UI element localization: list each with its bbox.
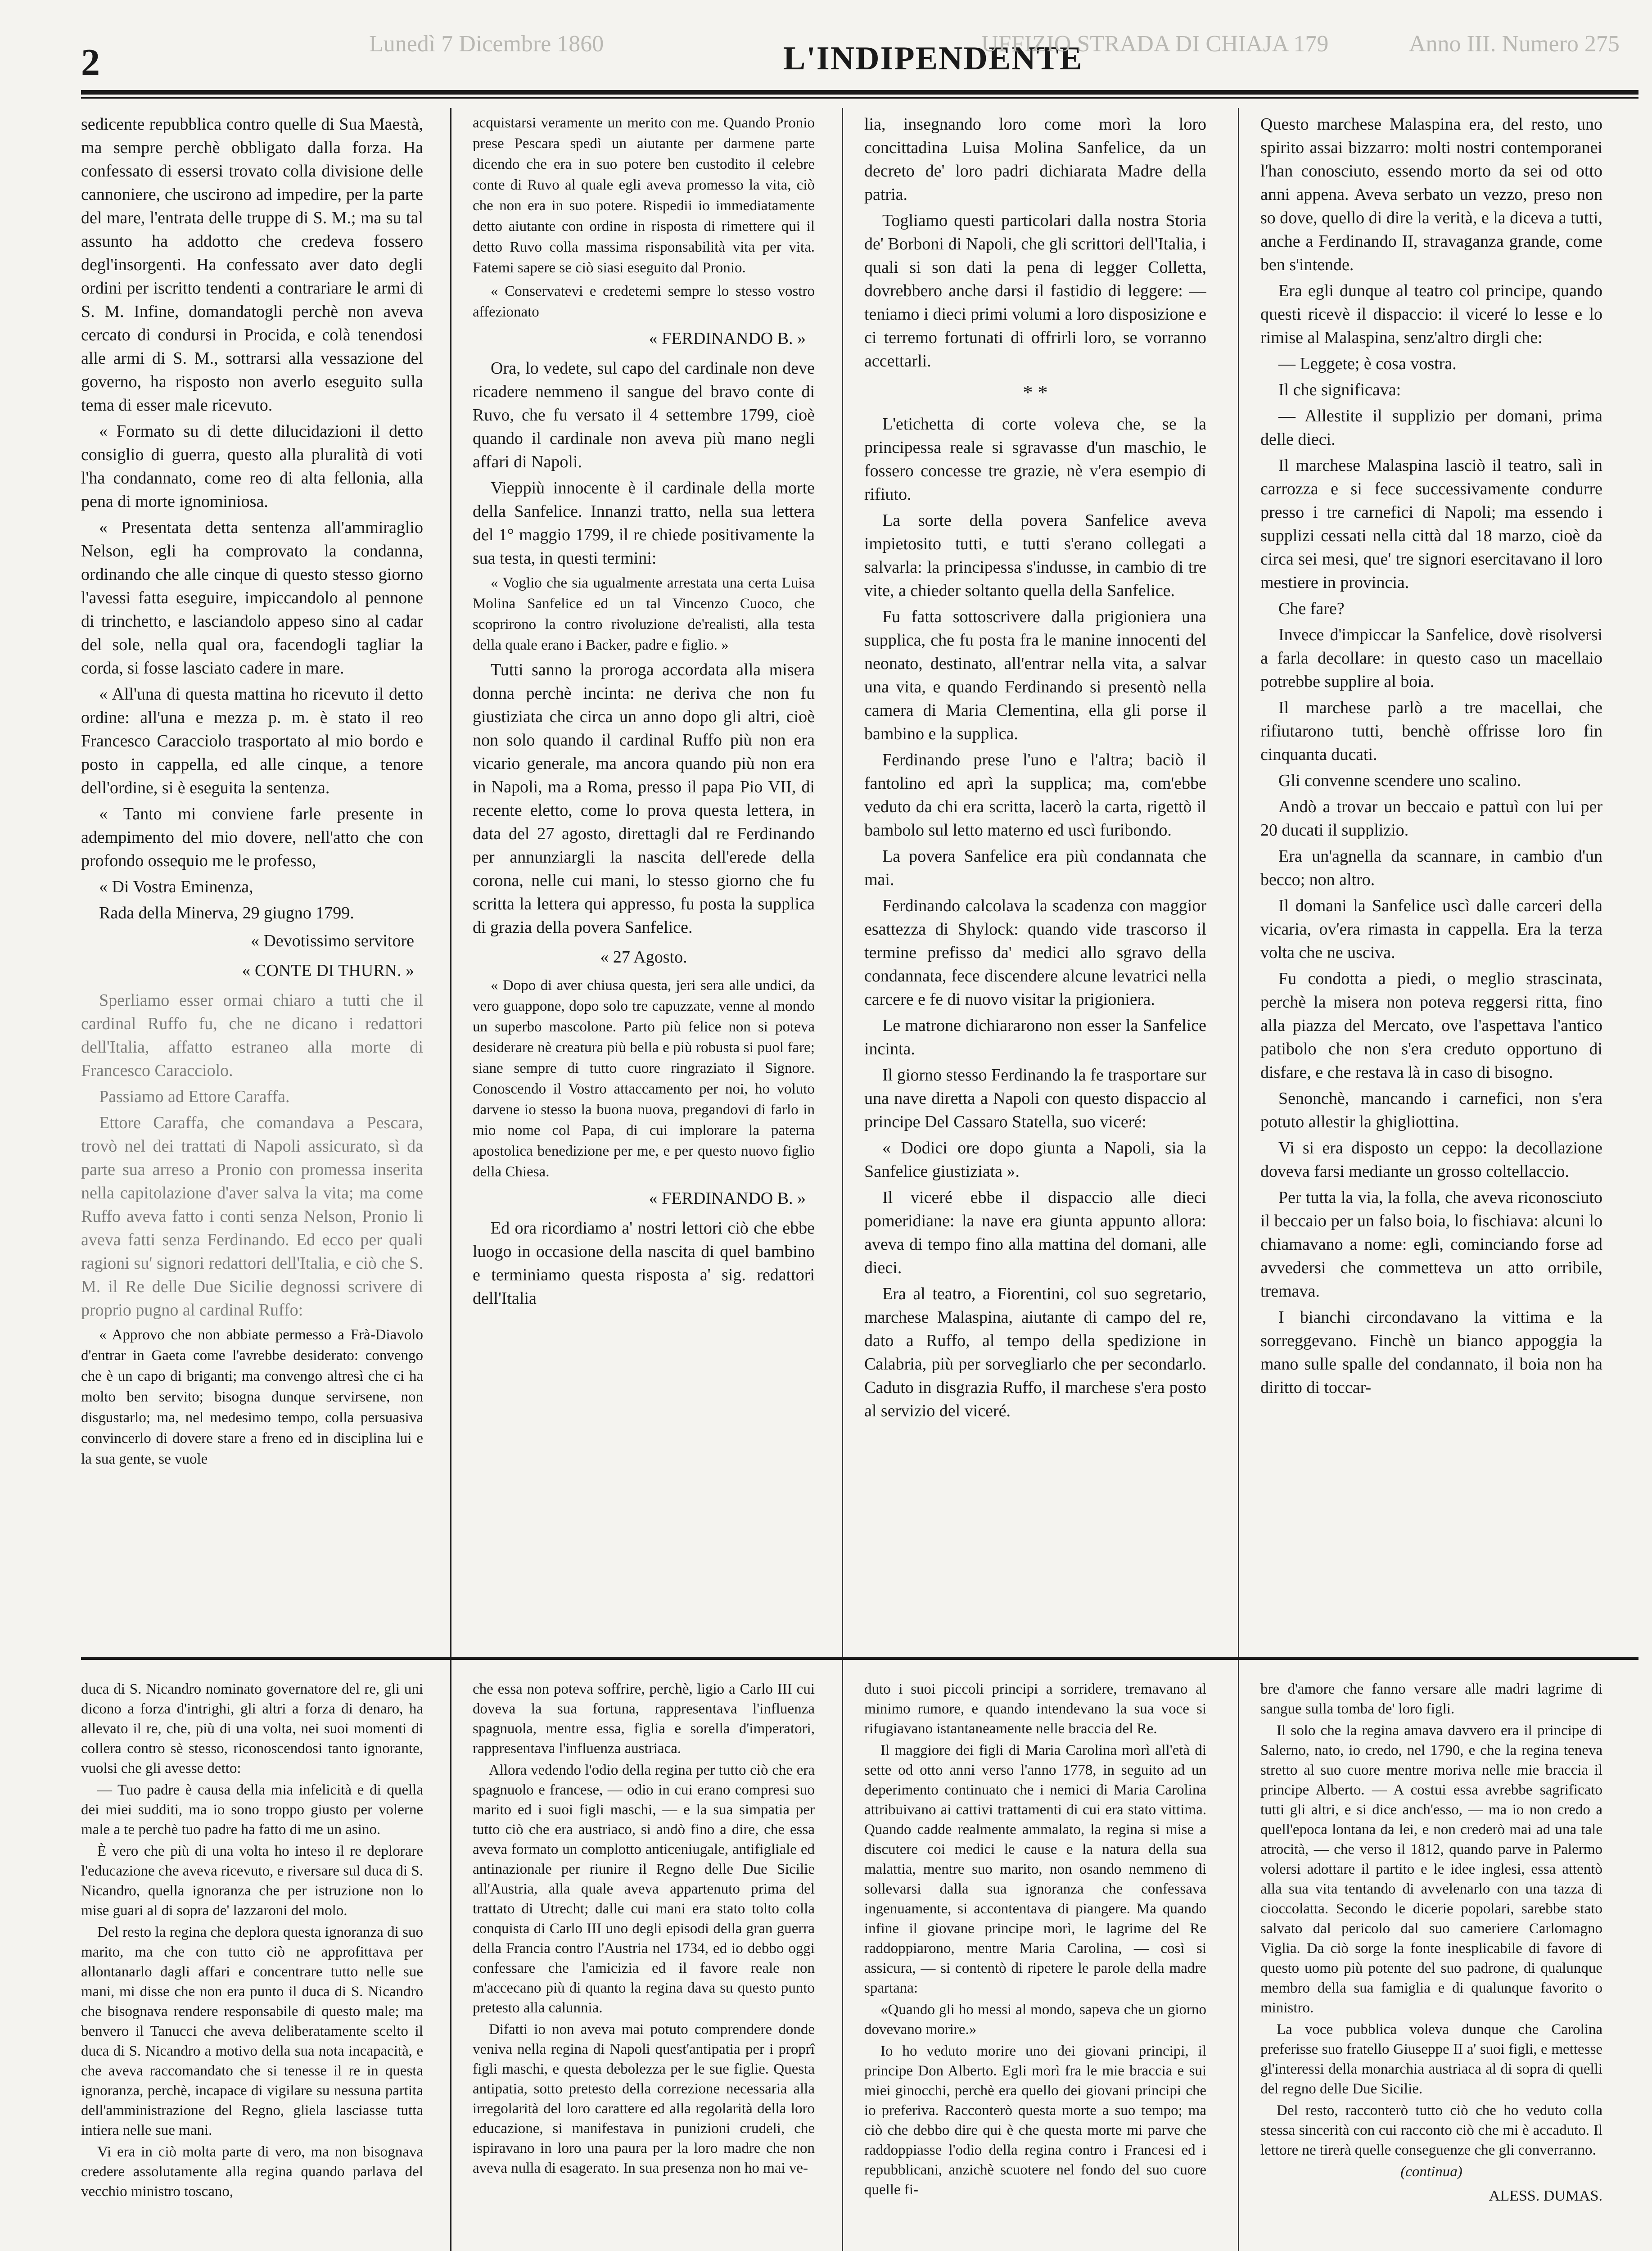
paragraph: Del resto la regina che deplora questa ignoranza di suo marito, ma che con tutto ciò ne approfittava per allontanarlo dagli affari e concentrare tutto nelle sue mani, mi disse che non era punto il duca di S. Nicandro che bisognava rendere responsabile di questo male; ma benvero il Tanucci che aveva deliberatamente scelto il duca di S. Nicandro a motivo della sua nota incapacità, e che aveva raccomandato che si tenesse il re in questa ignoranza, perchè, incapace di vigilare su nessuna partita dell'amministrazione del Regno, gliela lasciasse tutta intiera nelle sue mani. (81, 1924, 423, 2138)
paragraph: Ora, lo vedete, sul capo del cardinale non deve ricadere nemmeno il sangue del bravo conte di Ruvo, che fu versato il 4 settembre 1799, cioè quando il cardinale non aveva più mano negli affari di Napoli. (473, 359, 815, 471)
paragraph: Ettore Caraffa, che comandava a Pescara, trovò nel dei trattati di Napoli assicurato, sì da parte sua arreso a Pronio con promessa inserita nella capitolazione d'aver salva la vita; ma come Ruffo aveva fatto i conti senza Nelson, Pronio li aveva fatti senza Ferdinando. Ed ecco per quali ragioni su' signori redattori dell'Italia, e ciò che S. M. il Re delle Due Sicilie degnossi scrivere di proprio pugno al cardinal Ruffo: (81, 1113, 423, 1320)
paragraph: Era egli dunque al teatro col principe, quando questi ricevè il dispaccio: il viceré lo lesse e lo rimise al Malaspina, senz'altro dirgli che: (1260, 281, 1602, 347)
paragraph: Il solo che la regina amava davvero era il principe di Salerno, nato, io credo, nel 1790, e che la regina teneva stretto al suo cuore mentre moriva nelle mie braccia il principe Alberto. — A costui essa avrebbe sagrificato tutti gli altri, e si dice anch'esso, — ma io non credo a quell'epoca lontana da lei, e non crederò mai ad una tale atrocità, — che verso il 1812, quando parve in Palermo volersi adottare il partito e le idee inglesi, essa attentò alla sua vita tentando di avvelenarlo con una tazza di cioccolatta. Secondo le dicerie popolari, sarebbe stato salvato dal pericolo dal suo cameriere Carlomagno Viglia. Da ciò sorge la fonte inesplicabile di favore di questo uomo più potente del suo padrone, di qualunque membro della sua famiglia e di qualunque favorito o ministro. (1260, 1722, 1602, 2016)
paragraph: Sperliamo esser ormai chiaro a tutti che il cardinal Ruffo fu, che ne dicano i redattori dell'Italia, affatto estraneo alla morte di Francesco Caracciolo. (81, 991, 423, 1080)
feuilleton-column-1 (81, 1679, 423, 2251)
paragraph: Che fare? (1278, 599, 1345, 618)
paragraph: lia, insegnando loro come morì la loro concittadina Luisa Molina Sanfelice, da un decreto de' loro padri dichiarata Madre della patria. (864, 115, 1206, 204)
paragraph: Il maggiore dei figli di Maria Carolina morì all'età di sette od otto anni verso l'anno 1778, in seguito ad un deperimento continuato che i nemici di Maria Carolina attribuivano ai cattivi trattamenti di cui era stato vittima. Quando cadde realmente ammalato, la regina si mise a discutere coi medici le cause e la natura della sua malattia, mentre suo marito, non osando nemmeno di sollevarsi dalla sua ignoranza che confessava ingenuamente, si accontentava di piangere. Ma quando infine il giovane principe morì, le lagrime del Re raddoppiarono, mentre Maria Carolina, — così si assicura, — si contentò di ripetere le parole della madre spartana: (864, 1742, 1206, 1996)
author-signature: ALESS. DUMAS. (1489, 2188, 1602, 2204)
paragraph: L'etichetta di corte voleva che, se la principessa reale si sgravasse d'un maschio, le fossero concesse tre grazie, nè v'era esempio di rifiuto. (864, 415, 1206, 504)
paragraph: Vi si era disposto un ceppo: la decollazione doveva farsi mediante un grosso coltellaccio. (1260, 1139, 1602, 1181)
paragraph: Fu fatta sottoscrivere dalla prigioniera una supplica, che fu posta fra le manine innocenti del neonato, destinato, all'entrar nella vita, a salvar una vita, e quando Ferdinando si presentò nella camera di Maria Clementina, ella gli porse il bambino e la supplica. (864, 607, 1206, 743)
paragraph: Gli convenne scendere uno scalino. (1278, 771, 1521, 790)
dateline: « 27 Agosto. (600, 948, 687, 967)
paragraph: « Presentata detta sentenza all'ammiraglio Nelson, egli ha comprovato la condanna, ordinando che alle cinque di questo stesso giorno l'avessi fatta eseguire, impiccandolo al pennone di trinchetto, e lasciandolo appeso sino al cadar del sole, nella qual ora, facendogli tagliar la corda, si fosse lasciato cadere in mare. (81, 518, 423, 678)
paragraph: — Tuo padre è causa della mia infelicità e di quella dei miei sudditi, ma io sono troppo giusto per volerne male a te perchè tuo padre ha fatto di me un asino. (81, 1782, 423, 1838)
paragraph: Fu condotta a piedi, o meglio strascinata, perchè la misera non poteva reggersi ritta, fino alla piazza del Mercato, ove l'aspettava l'antico patibolo che non s'era creduto opportuno di disfare, e che restava là in caso di bisogno. (1260, 969, 1602, 1082)
paragraph: « Di Vostra Eminenza, (99, 877, 253, 896)
paragraph: Tutti sanno la proroga accordata alla misera donna perchè incinta: ne deriva che non fu giustiziata che circa un anno dopo gli altri, cioè non solo quando il cardinal Ruffo più non era vicario generale, ma ancora quando più non era in Napoli, ma a Roma, presso il papa Pio VII, di recente eletto, come lo prova questa lettera, in data del 27 agosto, direttagli dal re Ferdinando per annunziargli la nascita dell'erede della corona, nelle cui mani, lo stesso giorno che fu scritta la lettera qui appresso, fu posta la supplica di grazia della povera Sanfelice. (473, 660, 815, 937)
paragraph: Era al teatro, a Fiorentini, col suo segretario, marchese Malaspina, aiutante di campo del re, dato a Ruffo, al tempo della spedizione in Calabria, più per sorvegliarlo che per secondarlo. Caduto in disgrazia Ruffo, il marchese s'era posto al servizio del viceré. (864, 1284, 1206, 1420)
dateline: Rada della Minerva, 29 giugno 1799. (99, 904, 354, 922)
bleed-through-office: UFFIZIO STRADA DI CHIAJA 179 (981, 31, 1329, 57)
paragraph: Il che significava: (1278, 380, 1401, 399)
article-column-3 (864, 113, 1206, 1630)
section-divider: * * (1023, 381, 1048, 403)
bleed-through-date: Lunedì 7 Dicembre 1860 (369, 31, 604, 57)
paragraph: Il viceré ebbe il dispaccio alle dieci pomeridiane: la nave era giunta appunto allora: aveva di tempo fino alla mattina del domani, alle dieci. (864, 1188, 1206, 1277)
column-rule (1238, 108, 1239, 2251)
feuilleton-column-2 (473, 1679, 815, 2251)
paragraph: « Approvo che non abbiate permesso a Frà-Diavolo d'entrar in Gaeta come l'avrebbe desiderato: convengo che è un capo di briganti; ma convengo altresì che ci ha molto ben servito; bisogna dunque servirsene, non disgustarlo; ma, nel medesimo tempo, colla persuasiva convincerlo di dovere stare a freno ed in disciplina lui e la sua gente, se vuole (81, 1327, 423, 1467)
feuilleton-column-4 (1260, 1679, 1602, 2251)
paragraph: Ed ora ricordiamo a' nostri lettori ciò che ebbe luogo in occasione della nascita di quel bambino e terminiamo questa risposta a' sig. redattori dell'Italia (473, 1219, 815, 1308)
paragraph: Vieppiù innocente è il cardinale della morte della Sanfelice. Innanzi tratto, nella sua lettera del 1° maggio 1799, il re chiede positivamente la sua testa, in questi termini: (473, 479, 815, 568)
paragraph: Togliamo questi particolari dalla nostra Storia de' Borboni di Napoli, che gli scrittori dell'Italia, i quali si son dati la pena di legger Colletta, dovrebbero anche darsi il fastidio di leggere: — teniamo i dieci primi volumi a loro disposizione e ci terremo fortunati di offrirli loro, se vorranno accettarli. (864, 211, 1206, 371)
paragraph: Difatti io non aveva mai potuto comprendere donde veniva nella regina di Napoli quest'antipatia per i proprî figli maschi, e questa debolezza per le sue figlie. Questa antipatia, sotto pretesto della correzione necessaria alla irregolarità del loro carattere ed alla regolarità della loro educazione, si manifestava in punizioni crudeli, che ispiravano in loro una paura per la loro madre che non aveva nulla di esagerato. In sua presenza non ho mai ve- (473, 2021, 815, 2176)
column-rule (842, 108, 843, 2251)
paragraph: — Allestite il supplizio per domani, prima delle dieci. (1260, 407, 1602, 449)
page-number: 2 (81, 41, 100, 83)
paragraph: È vero che più di una volta ho inteso il re deplorare l'educazione che aveva ricevuto, e riversare sul duca di S. Nicandro, quella ignoranza che per istruzione non lo mise guari al di sopra de' lazzaroni del molo. (81, 1843, 423, 1919)
bleed-through-issue: Anno III. Numero 275 (1409, 31, 1620, 57)
paragraph: sedicente repubblica contro quelle di Sua Maestà, ma sempre perchè obbligato dalla forza. Ha confessato di essersi trovato colla divisione delle cannoniere, che uscirono ad impedire, per la parte del mare, l'entrata delle truppe di S. M.; ma su tal assunto ha addotto che credeva fossero degl'insorgenti. Ha confessato aver dato degli ordini per iscritto tendenti a contrariare le armi di S. M. Infine, domandatogli perchè non aveva cercato di condursi in Procida, e colà tenendosi alle armi di S. M., sottrarsi alla vessazione del governo, ha risposto non averlo eseguito sulla tema di esser male ricevuto. (81, 115, 423, 415)
paragraph: Il giorno stesso Ferdinando la fe trasportare sur una nave diretta a Napoli con questo dispaccio al principe Del Cassaro Statella, suo viceré: (864, 1066, 1206, 1131)
column-rule (450, 108, 451, 2251)
feuilleton-rule (81, 1657, 1638, 1660)
paragraph: che essa non poteva soffrire, perchè, ligio a Carlo III cui doveva la sua fortuna, rappresentava l'influenza spagnuola, mentre essa, figlia e sorella d'imperatori, rappresentava l'influenza austriaca. (473, 1681, 815, 1757)
signature-name: « FERDINANDO B. » (649, 329, 806, 348)
article-column-2 (473, 113, 815, 1630)
paragraph: Ferdinando calcolava la scadenza con maggior esattezza di Shylock: quando vide trascorso il termine prefisso da' medici allo sgravo della condannata, fece discendere alcune levatrici nella carcere e fe di nuovo visitar la prigioniera. (864, 896, 1206, 1009)
paragraph: Il domani la Sanfelice uscì dalle carceri della vicaria, ov'era rimasta in cappella. Era la terza volta che ne usciva. (1260, 896, 1602, 962)
masthead-rule (81, 90, 1638, 95)
paragraph: Del resto, racconterò tutto ciò che ho veduto colla stessa sincerità con cui racconto ciò che mi è accaduto. Il lettore ne tirerà quelle conseguenze che gli converranno. (1260, 2102, 1602, 2158)
paragraph: Senonchè, mancando i carnefici, non s'era potuto allestir la ghigliottina. (1260, 1089, 1602, 1131)
paragraph: Vi era in ciò molta parte di vero, ma non bisognava credere assolutamente alla regina quando parlava del vecchio ministro toscano, (81, 2144, 423, 2200)
paragraph: duca di S. Nicandro nominato governatore del re, gli uni dicono a forza d'intrighi, gli altri a forza di denaro, ha allevato il re, che, più di una volta, nei suoi momenti di collera contro sè stesso, riconoscendosi tanto ignorante, vuolsi che gli avesse detto: (81, 1681, 423, 1776)
continued-note: (continua) (1400, 2164, 1462, 2180)
paragraph: « Dodici ore dopo giunta a Napoli, sia la Sanfelice giustiziata ». (864, 1139, 1206, 1181)
paragraph: Invece d'impiccar la Sanfelice, dovè risolversi a farla decollare: in questo caso un macellaio potrebbe supplire al boia. (1260, 625, 1602, 691)
feuilleton-column-3 (864, 1679, 1206, 2251)
paragraph: Io ho veduto morire uno dei giovani principi, il principe Don Alberto. Egli morì fra le mie braccia e sui miei ginocchi, perchè era quello dei giovani principi che io preferiva. Racconterò questa morte a suo tempo; ma ciò che debbo dire qui è che questa morte mi parve che raddoppiasse l'odio della regina contro i Francesi ed i repubblicani, anzichè scuotere nel fondo del suo cuore quelle fi- (864, 2043, 1206, 2198)
paragraph: Andò a trovar un beccaio e pattuì con lui per 20 ducati il supplizio. (1260, 797, 1602, 840)
signature-name: « CONTE DI THURN. » (242, 961, 414, 980)
paragraph: Allora vedendo l'odio della regina per tutto ciò che era spagnuolo e francese, — odio in cui erano compresi suo marito ed i suoi figli maschi, — e la sua simpatia per tutto ciò che era austriaco, si andò fino a dire, che essa aveva formato un complotto anticeniugale, antifigliale ed antinazionale per riunire il Regno delle Due Sicilie all'Austria, alla quale aveva appartenuto prima del trattato di Utrecht; dalle cui mani era stato tolto colla conquista di Carlo III uno degli episodi della gran guerra della Francia contro l'Austria nel 1734, ed io debbo oggi confessare che l'amicizia ed il favore reale non m'accecano più di quanto la regina dava su questo punto pretesto alla calunnia. (473, 1762, 815, 2016)
paragraph: « Dopo di aver chiusa questa, jeri sera alle undici, da vero guappone, dopo solo tre capuzzate, venne al mondo un superbo mascolone. Parto più felice non si poteva desiderare nè creatura più bella e più robusta si puol fare; siane sempre di tutto cuore ringraziato il Signore. Conoscendo il Vostro attaccamento per noi, ho voluto darvene io stesso la buona nuova, pregandovi di farlo in mio nome col Papa, di cui implorare la paterna apostolica benedizione per me, e per questo nuovo figlio della Chiesa. (473, 977, 815, 1180)
article-column-1 (81, 113, 423, 1630)
paragraph: — Leggete; è cosa vostra. (1278, 354, 1457, 373)
paragraph: Il marchese Malaspina lasciò il teatro, salì in carrozza e si fece successivamente condurre presso i tre carnefici di Napoli; ma essendo i supplizi cessati nella città dal 18 marzo, cioè da circa sei mesi, que' tre signori esercitavano il loro mestiere in provincia. (1260, 456, 1602, 592)
paragraph: « Formato su di dette dilucidazioni il detto consiglio di guerra, questo alla pluralità di voti l'ha condannato, come reo di alta fellonia, alla pena di morte ignominiosa. (81, 422, 423, 511)
paragraph: « Tanto mi conviene farle presente in adempimento del mio dovere, nell'atto che con profondo ossequio me le professo, (81, 805, 423, 870)
paragraph: La sorte della povera Sanfelice aveva impietosito tutti, e tutti s'erano collegati a salvarla: la principessa s'indusse, in cambio di tre vite, a chieder soltanto quella della Sanfelice. (864, 511, 1206, 600)
paragraph: « Voglio che sia ugualmente arrestata una certa Luisa Molina Sanfelice ed un tal Vincenzo Cuoco, che scoprirono la contro rivoluzione de'realisti, alla testa della quale erano i Backer, padre e figlio. » (473, 575, 815, 653)
article-column-4 (1260, 113, 1602, 1630)
paragraph: Il marchese parlò a tre macellai, che rifiutarono tutti, benchè offrisse loro fin cinquanta ducati. (1260, 698, 1602, 764)
paragraph: Ferdinando prese l'uno e l'altra; baciò il fantolino ed aprì la supplica; ma, com'ebbe veduto da chi era scritta, lacerò la carta, rigettò il bambolo sul letto materno ed uscì furibondo. (864, 750, 1206, 840)
signature-line: « Devotissimo servitore (250, 931, 414, 950)
paragraph: Era un'agnella da scannare, in cambio d'un becco; non altro. (1260, 847, 1602, 889)
masthead-rule-thin (81, 97, 1638, 99)
newspaper-title: L'INDIPENDENTE (783, 40, 1083, 77)
signature-name: « FERDINANDO B. » (649, 1189, 806, 1208)
masthead (81, 18, 1638, 86)
paragraph: bre d'amore che fanno versare alle madri lagrime di sangue sulla tomba de' loro figli. (1260, 1681, 1602, 1717)
paragraph: I bianchi circondavano la vittima e la sorreggevano. Finchè un bianco appoggia la mano sulle spalle del condannato, il boia non ha diritto di toccar- (1260, 1308, 1602, 1397)
paragraph: « Conservatevi e credetemi sempre lo stesso vostro affezionato (473, 283, 815, 320)
paragraph: « All'una di questa mattina ho ricevuto il detto ordine: all'una e mezza p. m. è stato il reo Francesco Caracciolo trasportato al mio bordo e posto in cappella, ed alle cinque, a tenore dell'ordine, si è eseguita la sentenza. (81, 685, 423, 797)
paragraph: «Quando gli ho messi al mondo, sapeva che un giorno dovevano morire.» (864, 2002, 1206, 2038)
paragraph: duto i suoi piccoli principi a sorridere, tremavano al minimo rumore, e quando intendevano la sua voce si rifugiavano istantaneamente nelle braccia del Re. (864, 1681, 1206, 1737)
paragraph: Passiamo ad Ettore Caraffa. (99, 1087, 290, 1106)
paragraph: Le matrone dichiararono non esser la Sanfelice incinta. (864, 1016, 1206, 1058)
paragraph: La voce pubblica voleva dunque che Carolina preferisse suo fratello Giuseppe II a' suoi figli, e mettesse gl'interessi della monarchia austriaca al di sopra di quelli del regno delle Due Sicilie. (1260, 2021, 1602, 2097)
paragraph: Questo marchese Malaspina era, del resto, uno spirito assai bizzarro: molti nostri contemporanei l'han conosciuto, essendo morto da sei od otto anni appena. Aveva serbato un vezzo, preso non so dove, quello di dire la verità, e la diceva a tutti, anche a Ferdinando II, stravaganza grande, come ben s'intende. (1260, 115, 1602, 274)
paragraph: La povera Sanfelice era più condannata che mai. (864, 847, 1206, 889)
paragraph: Per tutta la via, la folla, che aveva riconosciuto il beccaio per un falso boia, lo fischiava: alcuni lo chiamavano a nome: egli, cominciando forse ad avvedersi che commetteva un atto orribile, tremava. (1260, 1188, 1602, 1301)
paragraph: acquistarsi veramente un merito con me. Quando Pronio prese Pescara spedì un aiutante per darmene parte dicendo che era in suo potere ben custodito il celebre conte di Ruvo al quale egli aveva promesso la vita, ciò che non era in suo potere. Rispedii io immediatamente detto aiutante con ordine in risposta di rimettere qui il detto Ruvo colla massima risponsabilità vita per vita. Fatemi sapere se ciò siasi eseguito dal Pronio. (473, 115, 815, 276)
